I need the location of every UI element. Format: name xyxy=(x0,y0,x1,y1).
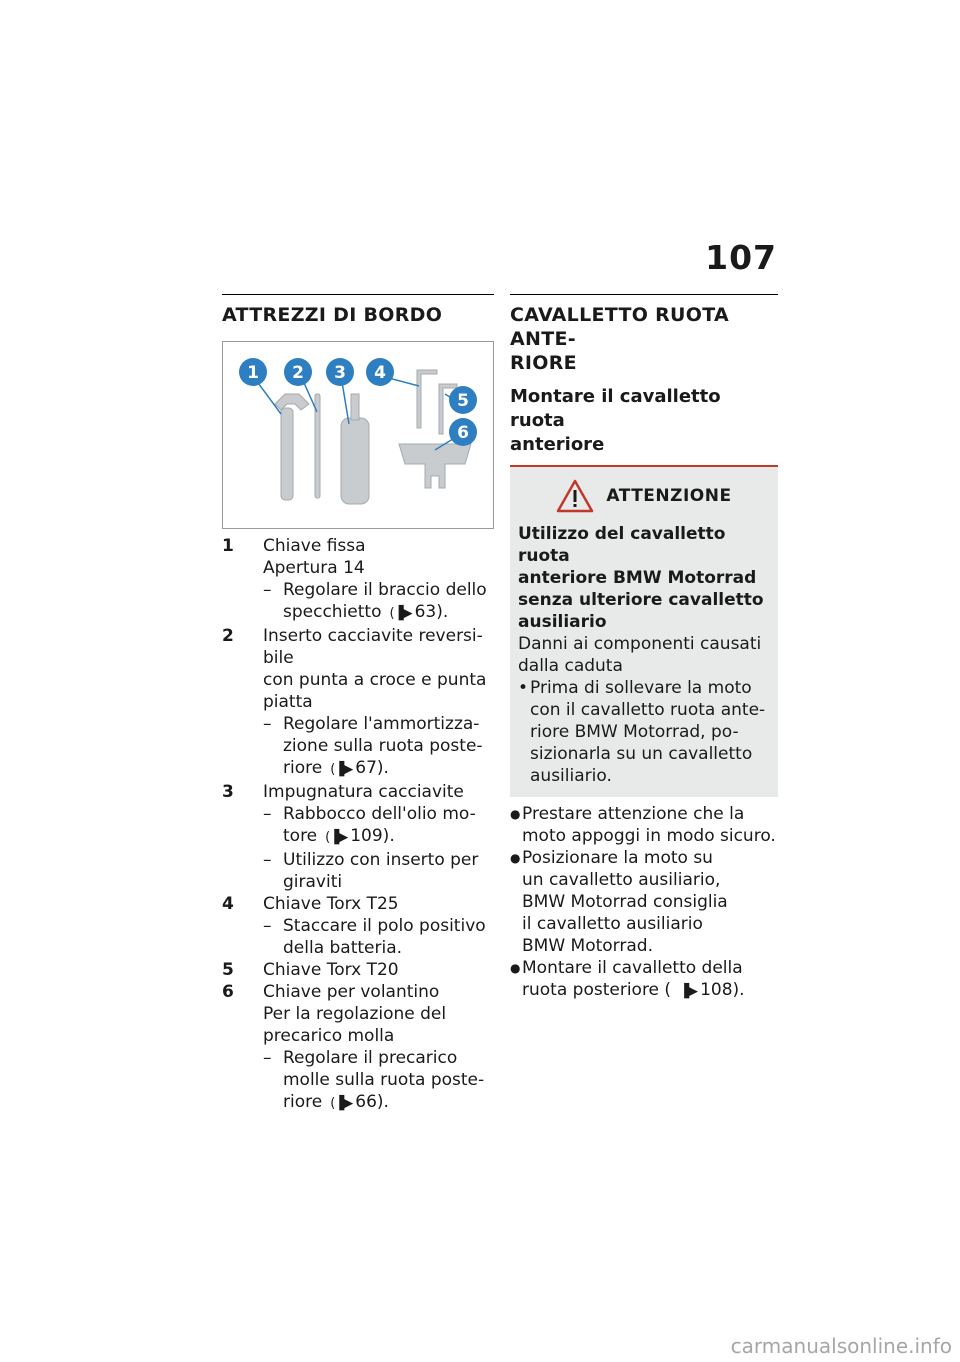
tool-item-number: 6 xyxy=(222,982,234,1002)
dash-mark xyxy=(263,871,283,893)
tools-figure xyxy=(222,341,494,529)
bullet-mark xyxy=(510,869,522,891)
tool-item-instruction-text xyxy=(283,1047,494,1069)
page-reference: 108). xyxy=(700,980,745,1000)
instruction-line-text xyxy=(522,979,778,1003)
instruction-text: Regolare l'ammortizza- xyxy=(283,714,480,734)
page-reference-arrow-icon: (▐▶ xyxy=(389,606,412,621)
warning-bullet-line xyxy=(518,721,770,743)
instruction-text: ruota posteriore ( xyxy=(522,980,672,1000)
bullet-mark: ● xyxy=(510,961,521,975)
bullet-mark xyxy=(518,743,530,765)
dash-mark xyxy=(263,937,283,959)
tool-item-instruction xyxy=(263,601,494,625)
dash-mark: – xyxy=(263,580,272,600)
bullet-mark xyxy=(510,891,522,913)
tool-item-number: 2 xyxy=(222,626,234,646)
tool-item xyxy=(222,781,494,893)
instruction-line-text xyxy=(522,825,778,847)
dash-mark xyxy=(263,735,283,757)
warning-bullet-text: Prima di sollevare la moto xyxy=(530,678,752,698)
bullet-mark xyxy=(510,979,522,1003)
page-reference: 67). xyxy=(355,758,389,778)
tool-item-text: Apertura 14 xyxy=(263,558,365,578)
tool-item-instruction xyxy=(263,915,494,937)
warning-bullet-text: riore BMW Motorrad, po- xyxy=(530,722,739,742)
reference xyxy=(322,1092,389,1112)
warning-heading-line: ausiliario xyxy=(518,612,607,632)
instruction-text: un cavalletto ausiliario, xyxy=(522,870,721,890)
instruction-text: BMW Motorrad consiglia xyxy=(522,892,728,912)
tool-item-instruction xyxy=(263,579,494,601)
instruction-text: della batteria. xyxy=(283,938,403,958)
tool-item-text: piatta xyxy=(263,692,313,712)
right-column xyxy=(510,294,778,1003)
tools-illustration xyxy=(223,342,493,528)
callout-label: 5 xyxy=(457,391,469,411)
page-reference: 109). xyxy=(350,826,395,846)
tool-item-instruction-text xyxy=(283,825,494,849)
bullet-mark xyxy=(518,765,530,787)
section-rule xyxy=(222,294,494,295)
callout-label: 4 xyxy=(374,363,386,383)
tool-item-text: precarico molla xyxy=(263,1026,395,1046)
bullet-mark xyxy=(510,913,522,935)
instruction-text: giraviti xyxy=(283,872,343,892)
section-title-line: CAVALLETTO RUOTA ANTE- xyxy=(510,304,729,350)
tool-item xyxy=(222,535,494,625)
page-reference-arrow-icon: ▐▶ xyxy=(679,984,698,999)
reference xyxy=(382,602,449,622)
dash-mark: – xyxy=(263,714,272,734)
instruction-line xyxy=(510,847,778,869)
instruction-text: Regolare il braccio dello xyxy=(283,580,487,600)
tool-item-content xyxy=(263,893,494,959)
warning-title: ATTENZIONE xyxy=(606,486,732,506)
callout-label: 1 xyxy=(247,363,259,383)
tool-list xyxy=(222,535,494,1115)
page-reference-arrow-icon: (▐▶ xyxy=(330,762,353,777)
instruction-line-text xyxy=(522,891,778,913)
instruction-text: il cavalletto ausiliario xyxy=(522,914,703,934)
tool-item-instruction xyxy=(263,1091,494,1115)
tool-item-text: Chiave fissa xyxy=(263,536,366,556)
tool-item-instruction-text xyxy=(283,601,494,625)
instruction-line xyxy=(510,979,778,1003)
tool-item-instruction-text xyxy=(283,713,494,735)
instruction-text: molle sulla ruota poste- xyxy=(283,1070,485,1090)
page-reference-arrow-icon: (▐▶ xyxy=(330,1096,353,1111)
warning-bullet-line xyxy=(518,743,770,765)
bullet-mark xyxy=(510,935,522,957)
instruction-text: BMW Motorrad. xyxy=(522,936,653,956)
page-reference: 63). xyxy=(414,602,449,622)
instruction-text: Regolare il precarico xyxy=(283,1048,458,1068)
tool-item-instruction xyxy=(263,803,494,825)
bullet-mark xyxy=(518,699,530,721)
subsection-title xyxy=(510,385,778,457)
section-title xyxy=(510,303,778,375)
bullet-mark: • xyxy=(518,678,529,698)
instruction-text: Prestare attenzione che la xyxy=(522,804,745,824)
instruction-line xyxy=(510,935,778,957)
section-title-line: RIORE xyxy=(510,352,577,374)
dash-mark: – xyxy=(263,916,272,936)
page-reference-arrow-icon: (▐▶ xyxy=(325,830,348,845)
instruction-text: moto appoggi in modo sicuro. xyxy=(522,826,776,846)
instruction-line-text xyxy=(522,913,778,935)
instruction-line xyxy=(510,869,778,891)
tool-item-instruction xyxy=(263,1069,494,1091)
callout-label: 2 xyxy=(292,363,304,383)
instruction-line-text xyxy=(522,803,778,825)
dash-mark xyxy=(263,601,283,625)
tool-item-instruction-text xyxy=(283,735,494,757)
instruction-line-text xyxy=(522,869,778,891)
tool-item-instruction xyxy=(263,825,494,849)
callout-label: 6 xyxy=(457,423,469,443)
section-rule xyxy=(510,294,778,295)
bullet-mark: ● xyxy=(510,851,521,865)
instruction-text: Rabbocco dell'olio mo- xyxy=(283,804,476,824)
instruction-line xyxy=(510,825,778,847)
tool-item xyxy=(222,981,494,1115)
tool-item-instruction xyxy=(263,735,494,757)
warning-header xyxy=(518,479,770,513)
callout-label: 3 xyxy=(334,363,346,383)
warning-box xyxy=(510,467,778,797)
tool-item-instruction-text xyxy=(283,579,494,601)
instruction-line xyxy=(510,957,778,979)
tool-item-text: Chiave Torx T20 xyxy=(263,960,399,980)
tool-item-instruction-text xyxy=(283,803,494,825)
tool-item-instruction-text xyxy=(283,871,494,893)
instruction-text: riore xyxy=(283,1092,323,1112)
tool-item-instruction-text xyxy=(283,1069,494,1091)
instruction-text: riore xyxy=(283,758,323,778)
tool-item-text: Chiave Torx T25 xyxy=(263,894,399,914)
instruction-text: Utilizzo con inserto per xyxy=(283,850,479,870)
instruction-text: Montare il cavalletto della xyxy=(522,958,743,978)
warning-bullet xyxy=(518,677,770,787)
bullet-mark xyxy=(510,825,522,847)
instruction-text: specchietto xyxy=(283,602,382,622)
warning-bullet-line xyxy=(518,699,770,721)
instruction-text: Posizionare la moto su xyxy=(522,848,713,868)
instruction-line xyxy=(510,803,778,825)
page-number: 107 xyxy=(705,238,777,277)
dash-mark: – xyxy=(263,804,272,824)
tool-item xyxy=(222,625,494,781)
warning-triangle-icon xyxy=(556,479,594,513)
tool-item-number: 4 xyxy=(222,894,234,914)
warning-text xyxy=(518,633,770,677)
warning-text-line: Danni ai componenti causati xyxy=(518,634,762,654)
tool-item-content xyxy=(263,959,494,981)
warning-heading-line: senza ulteriore cavalletto xyxy=(518,590,764,610)
tool-item-text: Inserto cacciavite reversi- xyxy=(263,626,483,646)
tool-item-content xyxy=(263,981,494,1115)
page-reference: 66). xyxy=(355,1092,389,1112)
tool-item-instruction xyxy=(263,849,494,871)
instruction-line xyxy=(510,891,778,913)
tool-item-instruction xyxy=(263,1047,494,1069)
instruction-line-text xyxy=(522,847,778,869)
tool-item-text: con punta a croce e punta xyxy=(263,670,487,690)
warning-heading xyxy=(518,523,770,633)
left-column xyxy=(222,294,494,1115)
warning-heading-line: anteriore BMW Motorrad xyxy=(518,568,757,588)
tool-item-instruction-text xyxy=(283,915,494,937)
tool-item-instruction-text xyxy=(283,1091,494,1115)
dash-mark: – xyxy=(263,850,272,870)
dash-mark xyxy=(263,825,283,849)
reference xyxy=(317,826,395,846)
instruction-line-text xyxy=(522,935,778,957)
watermark: carmanualsonline.info xyxy=(730,1334,952,1358)
tool-item-content xyxy=(263,535,494,625)
warning-bullet-line xyxy=(518,677,770,699)
section-title: ATTREZZI DI BORDO xyxy=(222,304,443,326)
tool-item-instruction xyxy=(263,937,494,959)
reference xyxy=(322,758,389,778)
tool-item-text: bile xyxy=(263,648,294,668)
warning-bullet-text: con il cavalletto ruota ante- xyxy=(530,700,766,720)
tool-item-instruction xyxy=(263,757,494,781)
tool-item-text: Per la regolazione del xyxy=(263,1004,447,1024)
tool-item-text: Chiave per volantino xyxy=(263,982,440,1002)
instruction-line xyxy=(510,913,778,935)
instruction-line-text xyxy=(522,957,778,979)
subsection-title-line: anteriore xyxy=(510,434,605,455)
instruction-text: zione sulla ruota poste- xyxy=(283,736,483,756)
warning-bullet-text: sizionarla su un cavalletto xyxy=(530,744,753,764)
tool-item-number: 5 xyxy=(222,960,234,980)
subsection-title-line: Montare il cavalletto ruota xyxy=(510,386,721,431)
tool-item-instruction-text xyxy=(283,757,494,781)
dash-mark xyxy=(263,1091,283,1115)
warning-bullet-text: ausiliario. xyxy=(530,766,612,786)
dash-mark: – xyxy=(263,1048,272,1068)
instruction-text: Staccare il polo positivo xyxy=(283,916,486,936)
tool-item-number: 1 xyxy=(222,536,234,556)
tool-item-content xyxy=(263,625,494,781)
tool-item xyxy=(222,959,494,981)
tool-item-instruction xyxy=(263,871,494,893)
bullet-mark xyxy=(518,721,530,743)
tool-item-instruction xyxy=(263,713,494,735)
warning-bullet-line xyxy=(518,765,770,787)
warning-heading-line: Utilizzo del cavalletto ruota xyxy=(518,524,726,566)
dash-mark xyxy=(263,757,283,781)
bullet-mark: ● xyxy=(510,807,521,821)
tool-item-content xyxy=(263,781,494,893)
warning-text-line: dalla caduta xyxy=(518,656,623,676)
instruction-text: tore xyxy=(283,826,318,846)
tool-item-instruction-text xyxy=(283,849,494,871)
tool-item-text: Impugnatura cacciavite xyxy=(263,782,464,802)
instruction-list xyxy=(510,803,778,1003)
tool-item xyxy=(222,893,494,959)
tool-item-instruction-text xyxy=(283,937,494,959)
dash-mark xyxy=(263,1069,283,1091)
tool-item-number: 3 xyxy=(222,782,234,802)
